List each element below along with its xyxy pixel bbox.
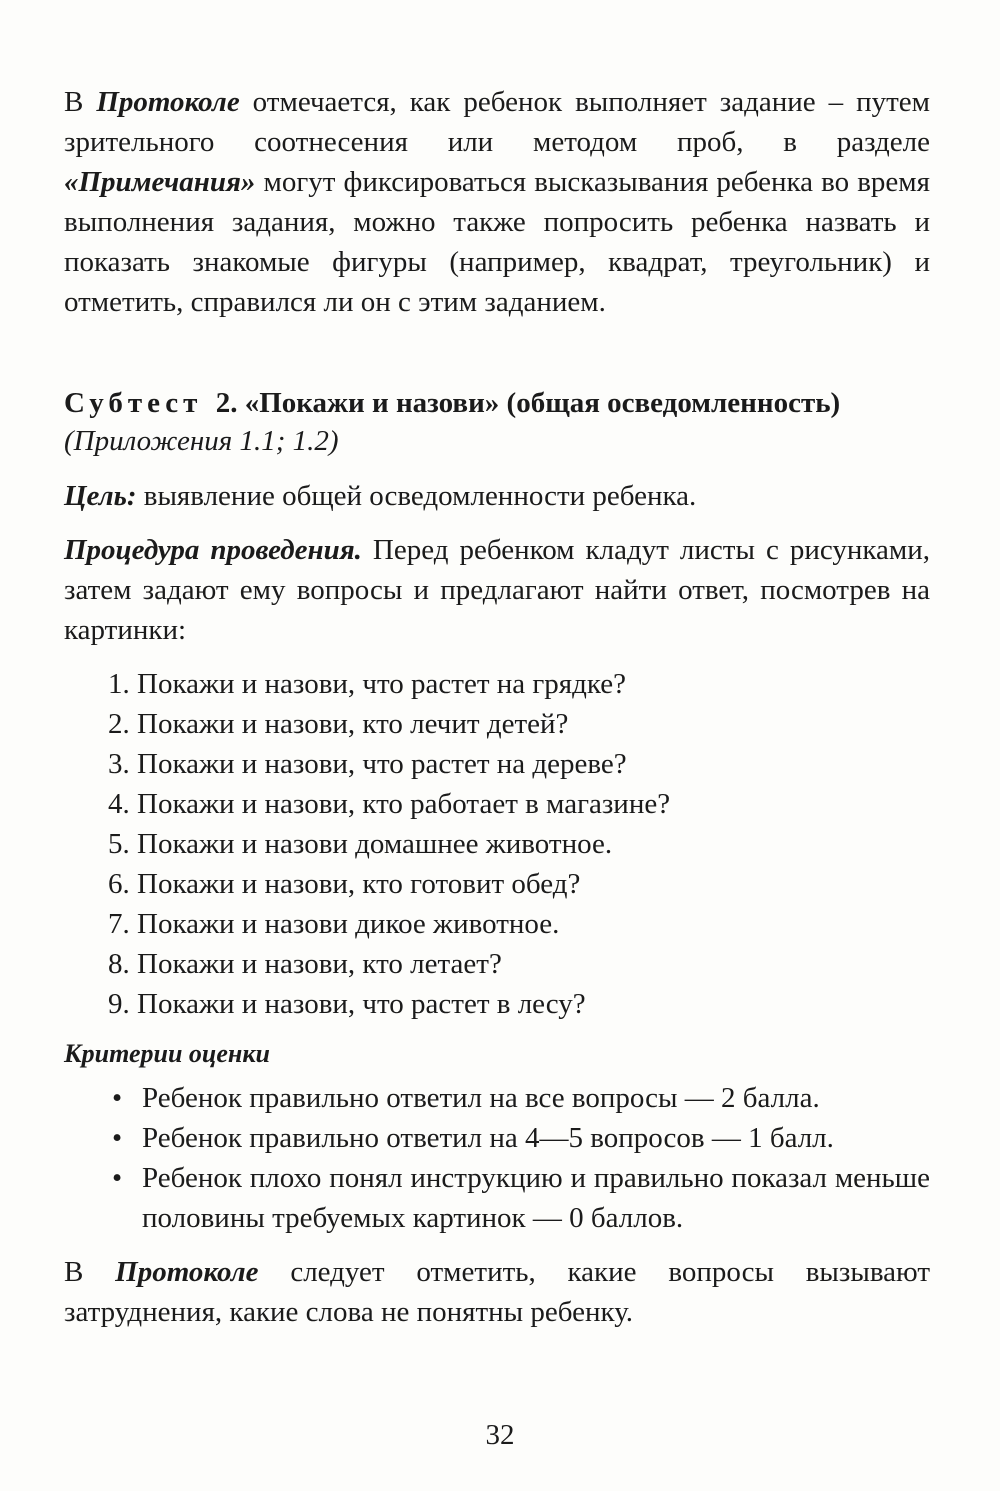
criteria-item <box>112 1078 930 1118</box>
criteria-title: Критерии оценки <box>64 1039 271 1068</box>
list-item: 4. Покажи и назови, кто работает в магазине? <box>108 788 671 820</box>
list-item: 2. Покажи и назови, кто лечит детей? <box>108 708 569 740</box>
criteria-item-text: Ребенок плохо понял инструкцию и правильно показал меньше половины требуемых картинок — 0 баллов. <box>142 1162 930 1234</box>
list-item: 8. Покажи и назови, кто летает? <box>108 948 502 980</box>
procedure-label: Процедура проведения. <box>64 534 362 566</box>
subtest-title: 2. «Покажи и назови» (общая осведомленность) <box>215 387 841 419</box>
list-item: 6. Покажи и назови, кто готовит обед? <box>108 868 581 900</box>
criteria-item-text: Ребенок правильно ответил на 4—5 вопросов — 1 балл. <box>142 1122 834 1154</box>
questions-list <box>64 664 930 1024</box>
procedure-text: Перед ребенком кладут листы с рисунками, затем задают ему вопросы и предлагают найти ответ, посмотрев на картинки: <box>64 534 930 646</box>
intro-text-3: могут фиксироваться высказывания ребенка во время выполнения задания, можно также попросить ребенка назвать и показать знакомые фигуры (например, квадрат, треугольник) и отметить, справился ли он с этим заданием. <box>64 166 930 318</box>
intro-emphasis-notes: «Примечания» <box>64 166 256 198</box>
closing-text-1: В <box>64 1256 116 1288</box>
closing-text-2: следует отметить, какие вопросы вызывают затруднения, какие слова не понятны ребенку. <box>64 1256 930 1328</box>
bullet-icon: • <box>112 1082 123 1114</box>
criteria-item-text: Ребенок правильно ответил на все вопросы — 2 балла. <box>142 1082 820 1114</box>
closing-paragraph <box>64 1252 930 1332</box>
page-number: 32 <box>485 1419 515 1451</box>
intro-paragraph <box>64 82 930 322</box>
bullet-icon: • <box>112 1162 123 1194</box>
subtest-appendix: (Приложения 1.1; 1.2) <box>64 425 339 457</box>
list-item: 5. Покажи и назови домашнее животное. <box>108 828 613 860</box>
procedure-paragraph <box>64 530 930 650</box>
subtest-label: Субтест <box>64 387 203 419</box>
goal-label: Цель: <box>64 480 137 512</box>
list-item: 1. Покажи и назови, что растет на грядке? <box>108 668 627 700</box>
criteria-list <box>64 1078 930 1238</box>
intro-text-1: В <box>64 86 97 118</box>
goal-paragraph <box>64 476 930 516</box>
list-item: 7. Покажи и назови дикое животное. <box>108 908 560 940</box>
page-content <box>64 82 930 1332</box>
closing-emphasis-protocol: Протоколе <box>115 1256 259 1288</box>
list-item: 3. Покажи и назови, что растет на дереве? <box>108 748 627 780</box>
intro-emphasis-protocol: Протоколе <box>96 86 240 118</box>
goal-text: выявление общей осведомленности ребенка. <box>136 480 697 512</box>
criteria-item <box>112 1158 930 1238</box>
bullet-icon: • <box>112 1122 123 1154</box>
criteria-item <box>112 1118 930 1158</box>
intro-text-2: отмечается, как ребенок выполняет задание – путем зрительного соотнесения или методом проб, в разделе <box>64 86 930 158</box>
list-item: 9. Покажи и назови, что растет в лесу? <box>108 988 586 1020</box>
subtest-heading <box>64 384 930 422</box>
